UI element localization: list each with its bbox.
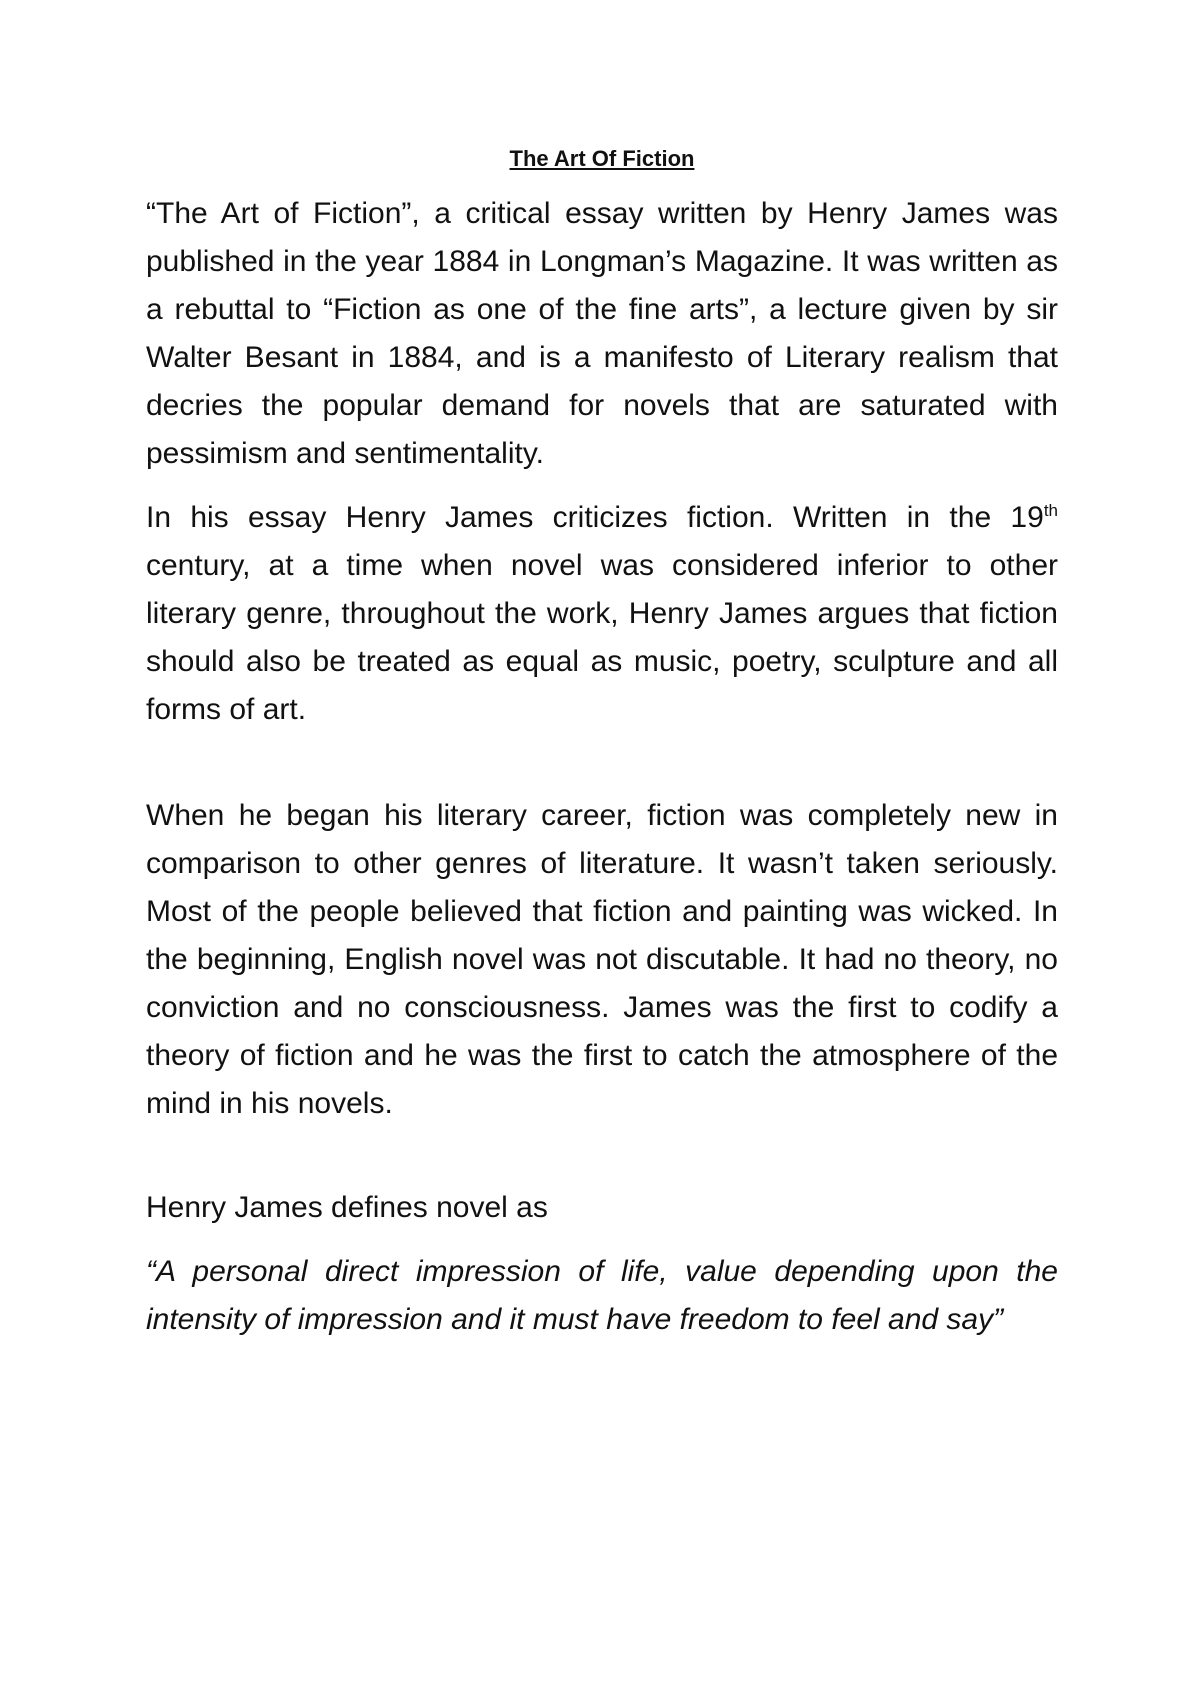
paragraph-definition-intro: Henry James defines novel as <box>146 1191 548 1224</box>
paragraph-criticism-text-end: century, at a time when novel was considered inferior to other literary genre, throughout the work, Henry James argues that fiction should also be treated as equal as music, poetry, sculpture and all forms of art. <box>146 549 1058 726</box>
paragraph-criticism-text-start: In his essay Henry James criticizes fiction. Written in the 19 <box>146 501 1044 534</box>
document-body <box>146 144 1058 1344</box>
document-title: The Art Of Fiction <box>509 146 695 171</box>
paragraph-criticism <box>146 494 1058 734</box>
paragraph-career: When he began his literary career, fiction was completely new in comparison to other genres of literature. It wasn’t taken seriously. Most of the people believed that fiction and painting was wicked. In the beginning, English novel was not discutable. It had no theory, no conviction and no consciousness. James was the first to codify a theory of fiction and he was the first to catch the atmosphere of the mind in his novels. <box>146 799 1058 1120</box>
novel-definition-quote: “A personal direct impression of life, value depending upon the intensity of impression and it must have freedom to feel and say” <box>146 1255 1058 1336</box>
ordinal-superscript: th <box>1043 501 1058 520</box>
paragraph-intro: “The Art of Fiction”, a critical essay written by Henry James was published in the year 1884 in Longman’s Magazine. It was written as a rebuttal to “Fiction as one of the fine arts”, a lecture given by sir Walter Besant in 1884, and is a manifesto of Literary realism that decries the popular demand for novels that are saturated with pessimism and sentimentality. <box>146 197 1058 470</box>
